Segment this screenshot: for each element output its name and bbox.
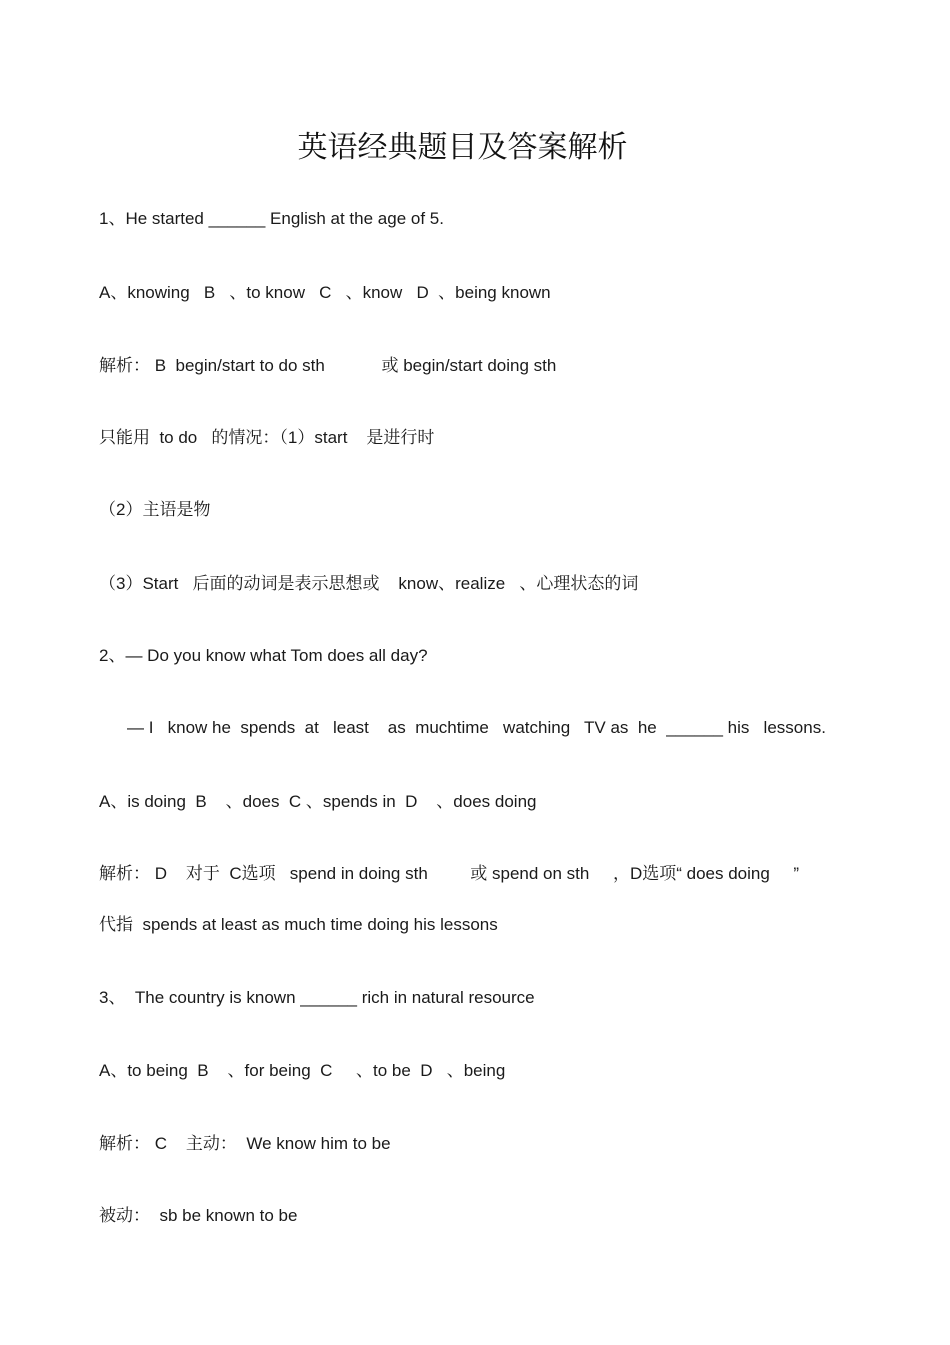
question-1-note-2: （2）主语是物: [99, 500, 211, 519]
question-1-analysis: 解析： B begin/start to do sth 或 begin/start doing sth: [99, 356, 557, 375]
question-2-stem: 2、— Do you know what Tom does all day?: [99, 646, 428, 665]
question-2-analysis: 解析： D 对于 C选项 spend in doing sth 或 spend on sth ，D选项“ does doing ”: [99, 864, 800, 883]
question-3-stem: 3、 The country is known ______ rich in natural resource: [99, 988, 535, 1007]
question-3-analysis: 解析： C 主动： We know him to be: [99, 1134, 391, 1153]
question-1-note-1: 只能用 to do 的情况：（1）start 是进行时: [99, 428, 435, 447]
question-2-reply: — I know he spends at least as muchtime watching TV as he ______ his lessons.: [127, 718, 826, 737]
question-1-options: A、knowing B 、to know C 、know D 、being known: [99, 283, 551, 302]
question-1-note-3: （3）Start 后面的动词是表示思想或 know、realize 、心理状态的词: [99, 574, 639, 593]
question-3-options: A、to being B 、for being C 、to be D 、being: [99, 1061, 506, 1080]
question-2-options: A、is doing B 、does C 、spends in D 、does doing: [99, 792, 537, 811]
question-3-note: 被动： sb be known to be: [99, 1206, 298, 1225]
page-title: 英语经典题目及答案解析: [297, 130, 628, 165]
question-2-analysis-cont: 代指 spends at least as much time doing his lessons: [99, 915, 498, 934]
question-1-stem: 1、He started ______ English at the age of 5.: [99, 209, 444, 228]
